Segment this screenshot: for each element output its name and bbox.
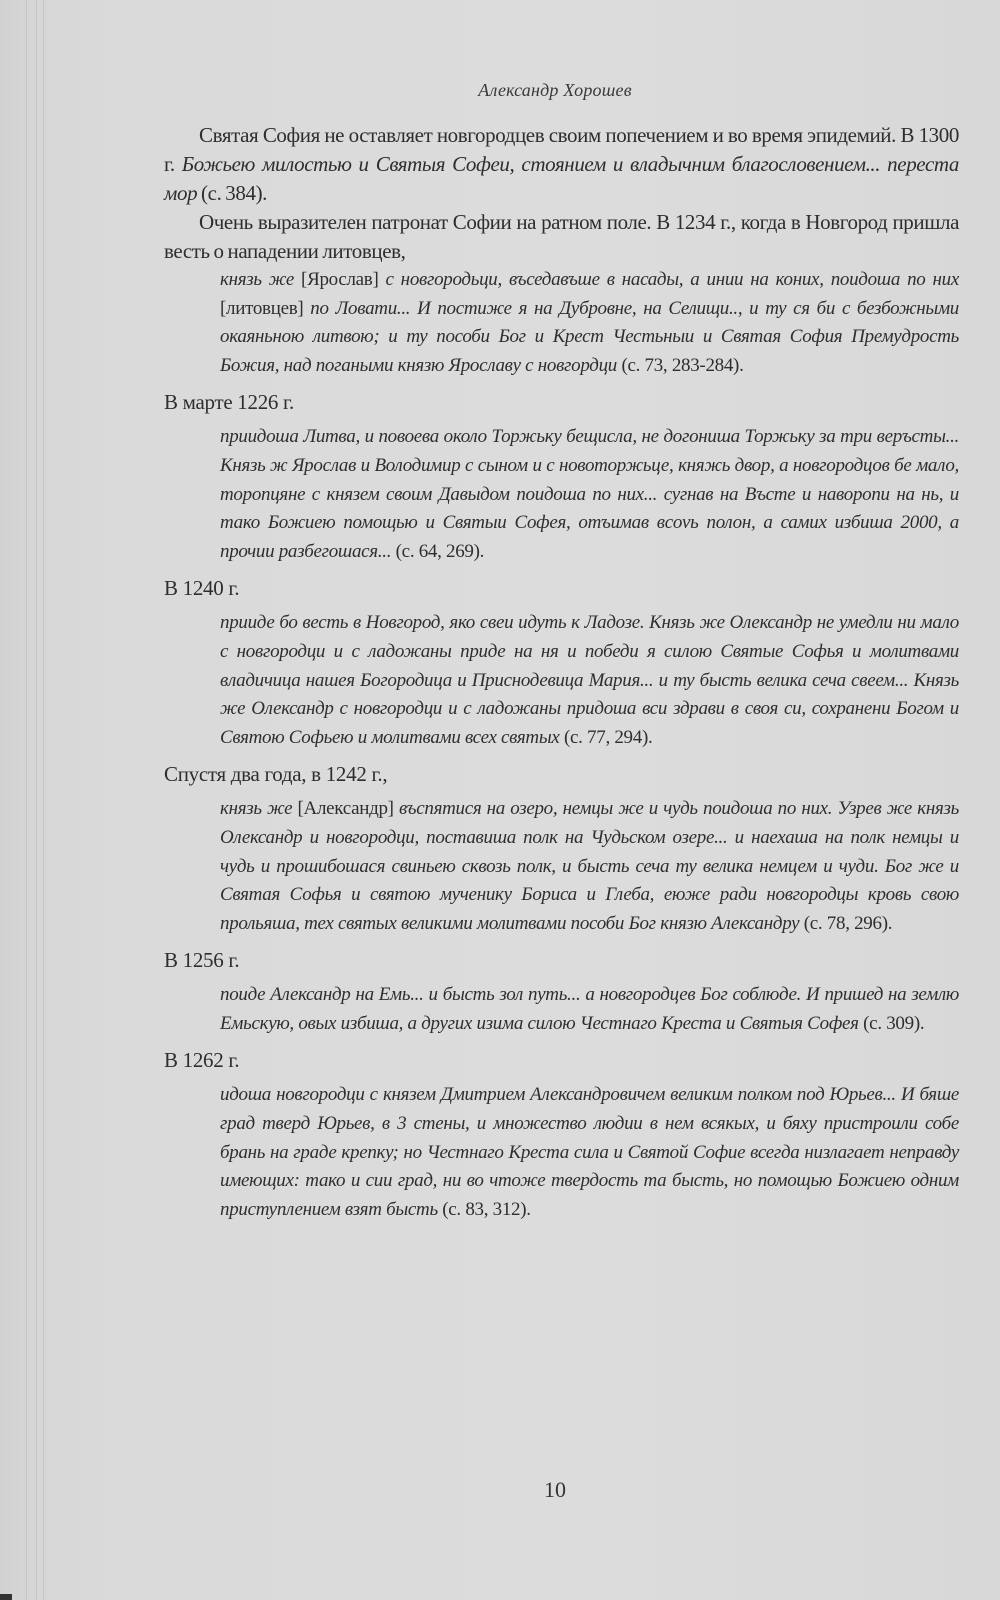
plain-text: (с. 83, 312).	[437, 1198, 531, 1220]
quoted-text: прииде бо весть в Новгород, яко свеи идуть к Ладозе. Князь же Олександр не умедли ни мало с новгородци и с ладожаны приде на ня и победи я силою Святые Софья и молитвами владичица нашея Богородица и Приснодевица Мария... и ту бысть велика сеча свеем... Князь же Олександр с новгородци и с ладожаны придоша вси здрави в своя си, сохранени Богом и Святою Софьею и молитвами всех святых	[220, 612, 959, 748]
chronicle-quotation	[220, 795, 959, 938]
running-head: Александр Хорошев	[478, 80, 632, 100]
page-binding-edge	[43, 0, 44, 1600]
plain-text: [Александр]	[297, 798, 394, 820]
chronicle-quotation	[220, 981, 959, 1038]
chronicle-quotation	[220, 423, 959, 566]
chronicle-quotation	[220, 1081, 959, 1224]
plain-text: (с. 64, 269).	[391, 540, 485, 562]
quote-lead-in	[164, 946, 959, 975]
chronicle-quotation	[220, 266, 959, 380]
quoted-text: князь же	[220, 269, 302, 290]
plain-text: В 1256 г.	[164, 948, 240, 973]
page-binding-edge	[26, 0, 27, 1600]
plain-text: (с. 384).	[197, 181, 268, 205]
quoted-text: приидоша Литва, и повоева около Торжьку бещисла, не догониша Торжьку за три веръсты... Князь ж Ярослав и Володимир с сыном и с новоторжьце, княжь двор, а новгородцов бе мало, торопцяне с князем своим Давыдом поидоша по них... сугнав на Въсте и наворопи на нь, и тако Божиею помощью и Святыи Софея, отъимав вcovь полон, а самих избиша 2000, а прочии разбегошася...	[220, 426, 959, 562]
plain-text: [Ярослав]	[301, 269, 379, 290]
plain-text: В 1262 г.	[164, 1048, 240, 1073]
quote-lead-in	[164, 760, 959, 789]
quoted-text: поиде Александр на Емь... и бысть зол путь... а новгородцев Бог соблюде. И пришед на землю Емьскую, овых избиша, а других изима силою Честнаго Креста и Святыя Софея	[220, 984, 959, 1034]
plain-text: Святая София не оставляет новгородцев своим попечением и во время эпидемий. В 1300 г.	[164, 123, 959, 176]
quoted-text: по Ловати... И постиже я на Дубровне, на Селищи.., и ту ся би с безбожными окаяньною литвою; и ту пособи Бог и Крест Честьныи и Святая София Премудрость Божия, над погаными князю Ярославу с новгордци	[220, 297, 959, 376]
plain-text: (с. 73, 283-284).	[617, 354, 744, 376]
scan-corner-mark	[0, 1594, 12, 1600]
chronicle-quotation	[220, 609, 959, 752]
plain-text: В 1240 г.	[164, 576, 240, 601]
page-body	[164, 121, 959, 1228]
plain-text: В марте 1226 г.	[164, 390, 294, 415]
quoted-text: князь же	[220, 798, 298, 820]
quoted-text: въспятися на озеро, немцы же и чудь поидоша по них. Узрев же князь Олександр и новгородци, поставиша полк на Чудьском озере... и наехаша на полк немцы и чудь и прошибошася свиньею сквозь полк, и бысть сеча ту велика немцем и чуди. Бог же и Святая Софья и святою мученику Бориса и Глеба, еюже ради новгородцы кровь свою прольяша, тех святых великими молитвами пособи Бог князю Александру	[220, 798, 959, 934]
plain-text: Очень выразителен патронат Софии на ратном поле. В 1234 г., когда в Новгород пришла весть о нападении литовцев,	[164, 210, 959, 263]
body-paragraph	[164, 121, 959, 208]
plain-text: (с. 78, 296).	[799, 912, 893, 934]
body-paragraph	[164, 208, 959, 266]
plain-text: (с. 77, 294).	[559, 726, 653, 748]
quoted-text: идоша новгородци с князем Дмитрием Александровичем великим полком под Юрьев... И бяше град тверд Юрьев, в 3 стены, и множество людии в нем всякых, и бяху пристроили собе брань на граде крепку; но Честнаго Креста сила и Святой Софие всегда низлагает неправду имеющих: тако и сии град, ни во чтоже твердость та бысть, но помощью Божиею одним приступлением взят бысть	[220, 1084, 959, 1220]
quote-lead-in	[164, 574, 959, 603]
quoted-text: с новгородьци, въседавъше в насады, а инии на коних, поидоша по них	[378, 269, 959, 290]
page-binding-edge	[36, 0, 37, 1600]
quote-lead-in	[164, 388, 959, 417]
quoted-text: Божьею милостью и Святыя Софеи, стоянием и владычним благословением... переста мор	[164, 152, 959, 205]
quote-lead-in	[164, 1046, 959, 1075]
plain-text: (с. 309).	[858, 1012, 925, 1034]
plain-text: Спустя два года, в 1242 г.,	[164, 762, 388, 787]
page-number: 10	[544, 1477, 566, 1502]
plain-text: [литовцев]	[220, 297, 304, 319]
